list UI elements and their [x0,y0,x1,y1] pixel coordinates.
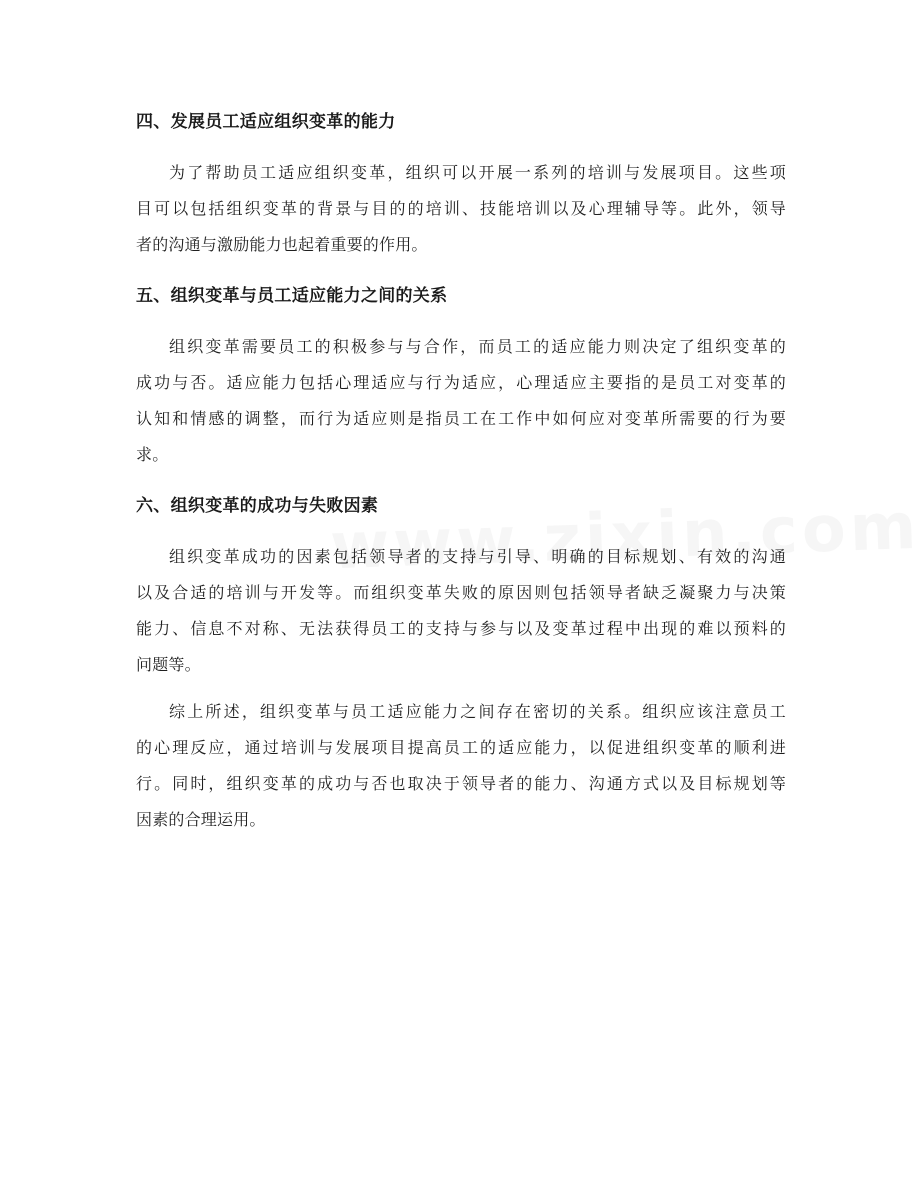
paragraph-line: 组织变革需要员工的积极参与与合作，而员工的适应能力则决定了组织变革的 [169,337,786,356]
paragraph-line: 为了帮助员工适应组织变革，组织可以开展一系列的培训与发展项目。这些项 [169,163,786,182]
section-paragraph-4 [136,155,786,263]
paragraph-line: 能力、信息不对称、无法获得员工的支持与参与以及变革过程中出现的难以预料的 [136,619,786,638]
section-paragraph-5 [136,329,786,473]
section-heading-5: 五、组织变革与员工适应能力之间的关系 [136,286,448,306]
paragraph-line: 者的沟通与激励能力也起着重要的作用。 [136,235,428,254]
paragraph-line: 的心理反应，通过培训与发展项目提高员工的适应能力，以促进组织变革的顺利进 [136,738,786,757]
paragraph-line: 以及合适的培训与开发等。而组织变革失败的原因则包括领导者缺乏凝聚力与决策 [136,583,786,602]
section-heading-4: 四、发展员工适应组织变革的能力 [136,112,396,132]
paragraph-line: 问题等。 [136,655,201,674]
paragraph-line: 目可以包括组织变革的背景与目的的培训、技能培训以及心理辅导等。此外，领导 [136,199,786,218]
section-heading-6: 六、组织变革的成功与失败因素 [136,496,379,516]
paragraph-line: 成功与否。适应能力包括心理适应与行为适应，心理适应主要指的是员工对变革的 [136,373,786,392]
section-paragraph-6 [136,539,786,683]
paragraph-line: 综上所述，组织变革与员工适应能力之间存在密切的关系。组织应该注意员工 [169,702,786,721]
paragraph-line: 求。 [136,445,169,464]
paragraph-line: 认知和情感的调整，而行为适应则是指员工在工作中如何应对变革所需要的行为要 [136,409,786,428]
paragraph-line: 组织变革成功的因素包括领导者的支持与引导、明确的目标规划、有效的沟通 [169,547,786,566]
conclusion-paragraph [136,694,786,838]
paragraph-line: 行。同时，组织变革的成功与否也取决于领导者的能力、沟通方式以及目标规划等 [136,774,786,793]
paragraph-line: 因素的合理运用。 [136,810,266,829]
